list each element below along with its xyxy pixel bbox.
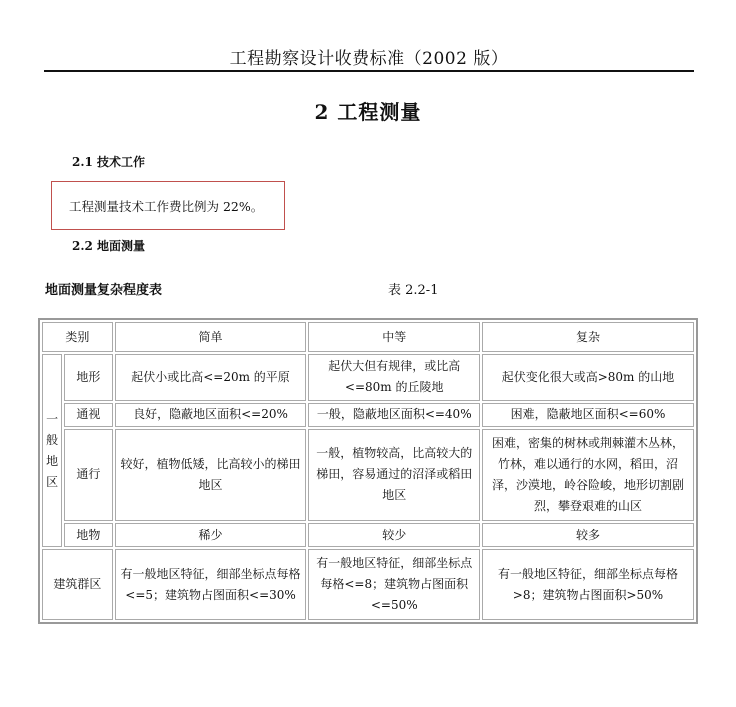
visibility-complex: 困难，隐蔽地区面积<=60% xyxy=(482,403,694,427)
table-row xyxy=(42,549,694,620)
features-medium: 较少 xyxy=(308,523,480,547)
highlight-box xyxy=(51,181,285,230)
table-row xyxy=(42,429,694,522)
features-complex: 较多 xyxy=(482,523,694,547)
visibility-simple: 良好，隐蔽地区面积<=20% xyxy=(115,403,307,427)
row-label-building-area: 建筑群区 xyxy=(42,549,113,620)
row-label-features: 地物 xyxy=(64,523,112,547)
table-number: 表 2.2-1 xyxy=(388,283,439,298)
table-row xyxy=(42,523,694,547)
visibility-medium: 一般，隐蔽地区面积<=40% xyxy=(308,403,480,427)
passability-simple: 较好，植物低矮，比高较小的梯田地区 xyxy=(115,429,307,522)
row-label-passability: 通行 xyxy=(64,429,112,522)
features-simple: 稀少 xyxy=(115,523,307,547)
table-row xyxy=(42,403,694,427)
passability-medium: 一般，植物较高，比高较大的梯田，容易通过的沼泽或稻田地区 xyxy=(308,429,480,522)
document-header: 工程勘察设计收费标准（2002 版） xyxy=(229,49,509,69)
chapter-title: 2 工程测量 xyxy=(314,100,422,124)
table-row xyxy=(42,354,694,400)
header-complex: 复杂 xyxy=(482,322,694,352)
terrain-complex: 起伏变化很大或高>80m 的山地 xyxy=(482,354,694,400)
general-area-label: 一 般 地 区 xyxy=(42,354,62,547)
building-simple: 有一般地区特征，细部坐标点每格<=5；建筑物占图面积<=30% xyxy=(115,549,307,620)
header-rule xyxy=(44,70,694,72)
row-label-terrain: 地形 xyxy=(64,354,112,400)
complexity-table xyxy=(38,318,698,624)
header-category: 类别 xyxy=(42,322,113,352)
table-title: 地面测量复杂程度表 xyxy=(45,283,163,298)
terrain-simple: 起伏小或比高<=20m 的平原 xyxy=(115,354,307,400)
building-complex: 有一般地区特征，细部坐标点每格>8；建筑物占图面积>50% xyxy=(482,549,694,620)
section-heading-2-2: 2.2 地面测量 xyxy=(72,239,146,253)
section-heading-2-1: 2.1 技术工作 xyxy=(72,155,146,169)
building-medium: 有一般地区特征，细部坐标点每格<=8；建筑物占图面积<=50% xyxy=(308,549,480,620)
table-header-row xyxy=(42,322,694,352)
row-label-visibility: 通视 xyxy=(64,403,112,427)
technical-work-note: 工程测量技术工作费比例为 22%。 xyxy=(69,199,264,214)
passability-complex: 困难，密集的树林或荆棘灌木丛林，竹林，难以通行的水网，稻田，沼泽，沙漠地，岭谷险峻，地形切割剧烈，攀登艰难的山区 xyxy=(482,429,694,522)
header-simple: 简单 xyxy=(115,322,307,352)
header-medium: 中等 xyxy=(308,322,480,352)
terrain-medium: 起伏大但有规律，或比高<=80m 的丘陵地 xyxy=(308,354,480,400)
